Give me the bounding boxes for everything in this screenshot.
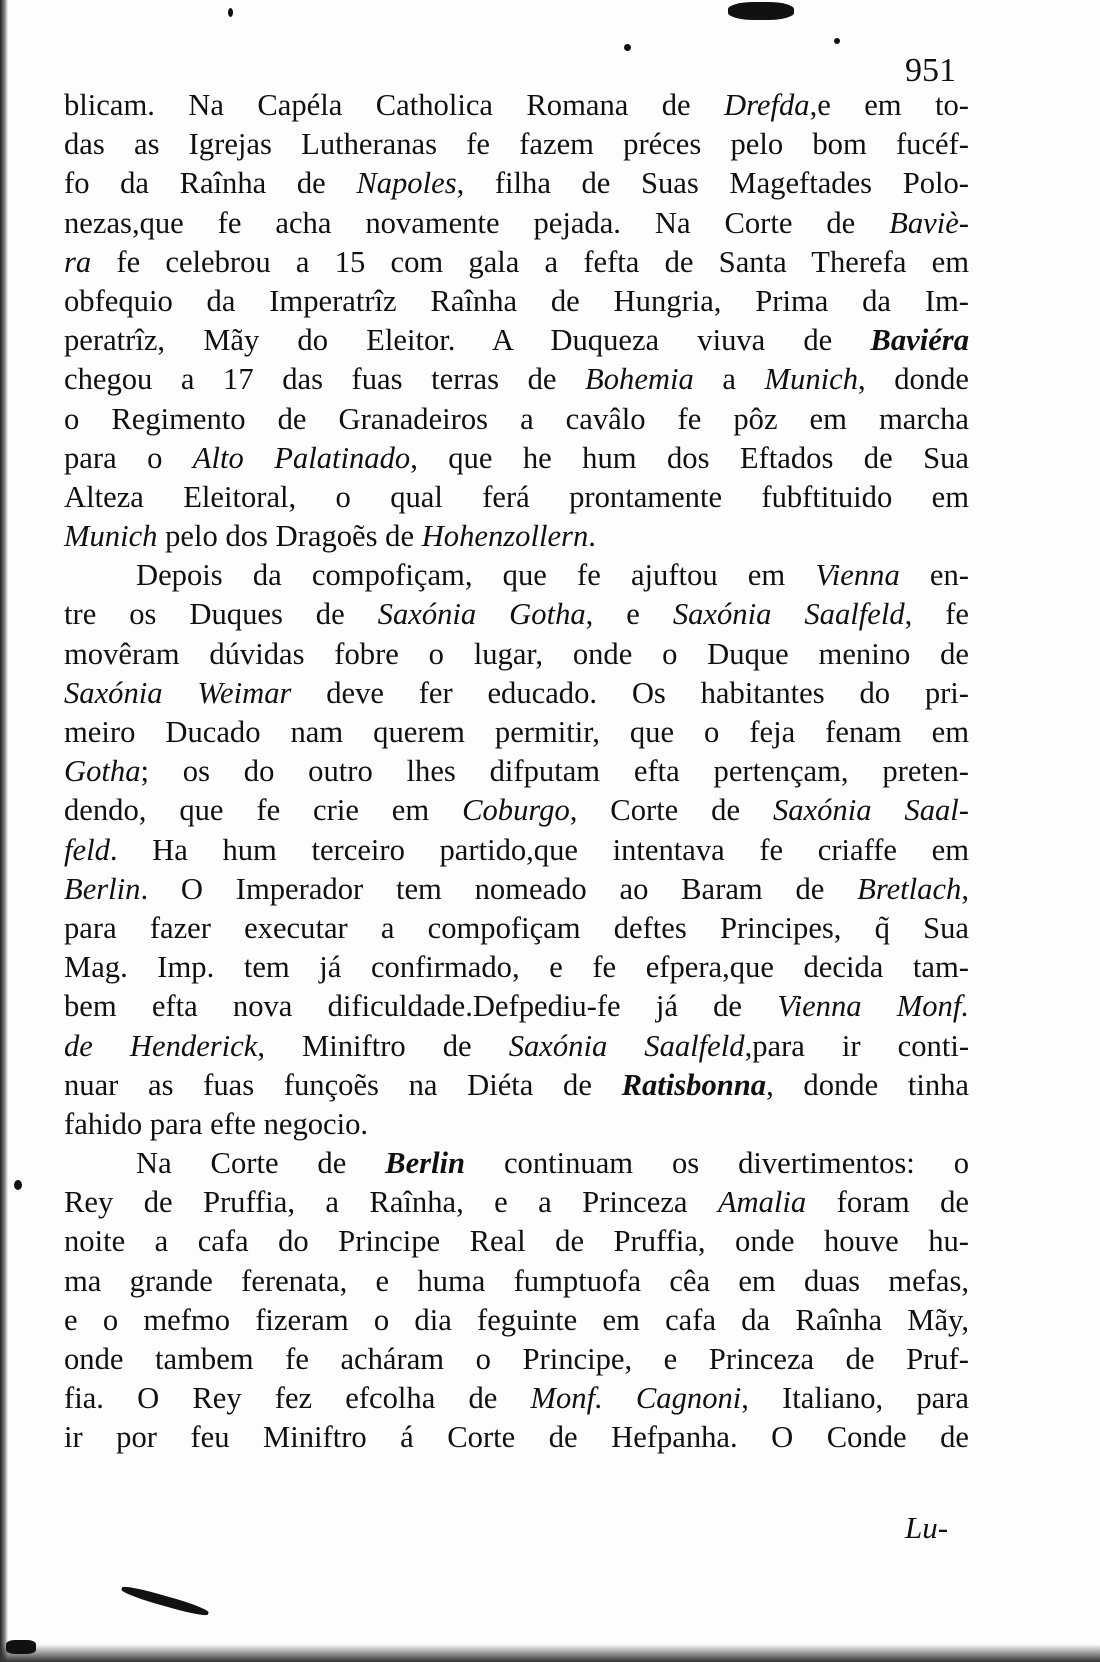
text-line xyxy=(64,791,969,830)
text-run: ,para ir conti- xyxy=(744,1028,970,1063)
text-run: Napoles xyxy=(356,166,457,201)
text-run: foram de xyxy=(806,1185,969,1220)
text-run xyxy=(385,1146,465,1180)
text-run: dendo, que fe crie em xyxy=(64,793,463,828)
ink-speck xyxy=(834,38,840,44)
text-line xyxy=(64,752,969,791)
text-run: Hohenzollern xyxy=(421,519,589,554)
text-run: , Italiano, para xyxy=(741,1381,970,1416)
text-run: blicam. Na Capéla Catholica Romana de xyxy=(64,88,725,122)
text-run: , que he hum dos Eftados de Sua xyxy=(410,440,969,475)
text-line xyxy=(64,674,969,713)
text-line xyxy=(64,595,969,634)
text-run: o Regimento de Granadeiros a cavâlo fe pôz em marcha xyxy=(64,401,969,436)
text-line xyxy=(64,478,969,517)
text-line xyxy=(64,1379,969,1418)
text-run: para o xyxy=(64,440,193,475)
text-run: Saxónia Gotha xyxy=(377,597,586,632)
text-run: . Ha hum terceiro partido,que intentava fe criaffe em xyxy=(109,832,969,867)
text-run: movêram dúvidas fobre o lugar, onde o Duque menino de xyxy=(64,636,969,671)
text-run: bem efta nova dificuldade.Defpediu-fe já de xyxy=(64,989,778,1024)
text-run: ir por feu Miniftro á Corte de Hefpanha. O Conde de xyxy=(64,1420,969,1455)
text-run: meiro Ducado nam querem permitir, que o feja fenam em xyxy=(64,715,969,749)
text-line xyxy=(64,1222,969,1261)
text-line xyxy=(64,1144,969,1183)
text-run: pelo dos Dragoẽs de xyxy=(157,519,422,554)
text-run: , filha de Suas Mageftades Polo- xyxy=(456,166,969,201)
ink-speck xyxy=(624,44,631,51)
page-bottom-shadow xyxy=(0,1644,1100,1662)
text-line xyxy=(64,1066,969,1105)
text-run: Saxónia Saalfeld xyxy=(672,597,905,632)
text-run: Amalia xyxy=(717,1185,807,1220)
text-run: , e xyxy=(585,597,673,632)
text-run: fo da Raînha de xyxy=(64,166,357,201)
text-line xyxy=(64,909,969,948)
text-run: nezas,que fe acha novamente pejada. Na Corte de xyxy=(64,205,890,240)
text-run: ra xyxy=(64,244,92,279)
text-run: continuam os divertimentos: o xyxy=(465,1146,969,1181)
ink-smudge xyxy=(6,1640,36,1654)
text-run: obfequio da Imperatrîz Raînha de Hungria, Prima da Im- xyxy=(64,283,969,318)
text-run: das as Igrejas Lutheranas fe fazem préces pelo bom fucéf- xyxy=(64,127,969,162)
text-run: de Henderick xyxy=(64,1028,258,1063)
text-line xyxy=(64,870,969,909)
text-run: Baviè- xyxy=(889,205,969,240)
text-run: ; os do outro lhes difputam efta pertençam, preten- xyxy=(140,754,969,789)
text-run: Ratisbonna xyxy=(621,1067,767,1102)
text-run: . xyxy=(588,519,596,554)
text-run: a xyxy=(693,362,765,397)
ink-speck xyxy=(14,1180,22,1190)
text-run: Bohemia xyxy=(585,362,694,397)
text-line xyxy=(64,204,969,243)
text-run: Rey de Pruffia, a Raînha, e a Princeza xyxy=(64,1185,718,1220)
text-run: Munich xyxy=(64,519,158,554)
text-run xyxy=(622,1068,767,1102)
text-line xyxy=(64,243,969,282)
text-line xyxy=(64,125,969,164)
catchword: Lu- xyxy=(905,1510,949,1545)
text-run xyxy=(870,323,969,357)
text-line xyxy=(64,1183,969,1222)
text-line xyxy=(64,282,969,321)
text-run: nuar as fuas funçoẽs na Diéta de xyxy=(64,1067,622,1102)
text-line xyxy=(64,1301,969,1340)
text-line xyxy=(64,948,969,987)
text-run: , Corte de xyxy=(569,793,773,828)
text-run: fia. O Rey fez efcolha de xyxy=(64,1381,531,1416)
text-run: , donde xyxy=(858,362,969,397)
text-line xyxy=(64,360,969,399)
text-run: onde tambem fe acháram o Principe, e Princeza de Pruf- xyxy=(64,1342,969,1376)
text-run: ,e em to- xyxy=(809,88,969,122)
text-run: Saxónia Weimar xyxy=(64,675,292,710)
body-text xyxy=(64,86,969,1458)
text-run: deve fer educado. Os habitantes do pri- xyxy=(291,675,969,710)
text-run: fahido para efte negocio. xyxy=(64,1106,369,1141)
text-line xyxy=(64,556,969,595)
text-line xyxy=(64,1027,969,1066)
text-line xyxy=(64,1340,969,1379)
text-run: . O Imperador tem nomeado ao Baram de xyxy=(140,871,858,906)
text-run: Baviéra xyxy=(870,323,969,358)
text-run: Vienna Monf. xyxy=(777,989,969,1024)
text-run: , xyxy=(961,871,969,906)
text-run: Gotha xyxy=(64,754,141,789)
text-run: e o mefmo fizeram o dia feguinte em cafa da Raînha Mãy, xyxy=(64,1302,969,1337)
page-edge-shadow xyxy=(0,0,8,1662)
text-run: Munich xyxy=(764,362,858,397)
text-run: peratrîz, Mãy do Eleitor. A Duqueza viuva de xyxy=(64,323,871,358)
text-run: , donde tinha xyxy=(766,1067,969,1102)
text-run: Mag. Imp. tem já confirmado, e fe efpera,que decida tam- xyxy=(64,950,969,985)
text-line xyxy=(64,1105,969,1144)
text-run: en- xyxy=(899,558,969,593)
ink-speck xyxy=(228,8,233,17)
text-line xyxy=(64,987,969,1026)
text-run: fe celebrou a 15 com gala a fefta de Santa Therefa em xyxy=(91,244,969,279)
text-run: para fazer executar a compofiçam deftes Principes, q̃ Sua xyxy=(64,910,969,945)
text-line xyxy=(64,517,969,556)
text-run: Alteza Eleitoral, o qual ferá prontamente fubftituido em xyxy=(64,479,969,514)
text-run: noite a cafa do Principe Real de Pruffia, onde houve hu- xyxy=(64,1224,969,1259)
text-line xyxy=(64,86,969,125)
text-line xyxy=(64,1262,969,1301)
text-line xyxy=(64,400,969,439)
text-line xyxy=(64,713,969,752)
text-run: Depois da compofiçam, que fe ajuftou em xyxy=(136,558,816,593)
text-run: Saxónia Saal- xyxy=(772,793,969,828)
text-run: Berlin xyxy=(385,1146,466,1181)
text-run: feld xyxy=(64,832,110,867)
text-run: Vienna xyxy=(815,558,900,593)
text-run: Na Corte de xyxy=(136,1146,386,1181)
text-line xyxy=(64,1418,969,1457)
text-line xyxy=(64,164,969,203)
text-run: tre os Duques de xyxy=(64,597,378,632)
text-run: Coburgo xyxy=(462,793,570,828)
text-run: , fe xyxy=(904,597,969,632)
ink-blot xyxy=(728,2,794,20)
text-run: Berlin xyxy=(64,871,141,906)
text-run: Bretlach xyxy=(857,871,962,906)
text-line xyxy=(64,635,969,674)
text-run: , Miniftro de xyxy=(257,1028,509,1063)
text-line xyxy=(64,439,969,478)
text-line xyxy=(64,321,969,360)
ink-smudge xyxy=(120,1584,209,1618)
text-run: Monf. Cagnoni xyxy=(530,1381,742,1416)
text-run: ma grande ferenata, e huma fumptuofa cêa em duas mefas, xyxy=(64,1263,969,1298)
text-line xyxy=(64,831,969,870)
text-run: Saxónia Saalfeld xyxy=(508,1028,745,1063)
text-run: Alto Palatinado xyxy=(192,440,411,475)
text-run: chegou a 17 das fuas terras de xyxy=(64,362,586,397)
page-number: 951 xyxy=(905,52,956,89)
text-run: Drefda xyxy=(724,88,810,122)
